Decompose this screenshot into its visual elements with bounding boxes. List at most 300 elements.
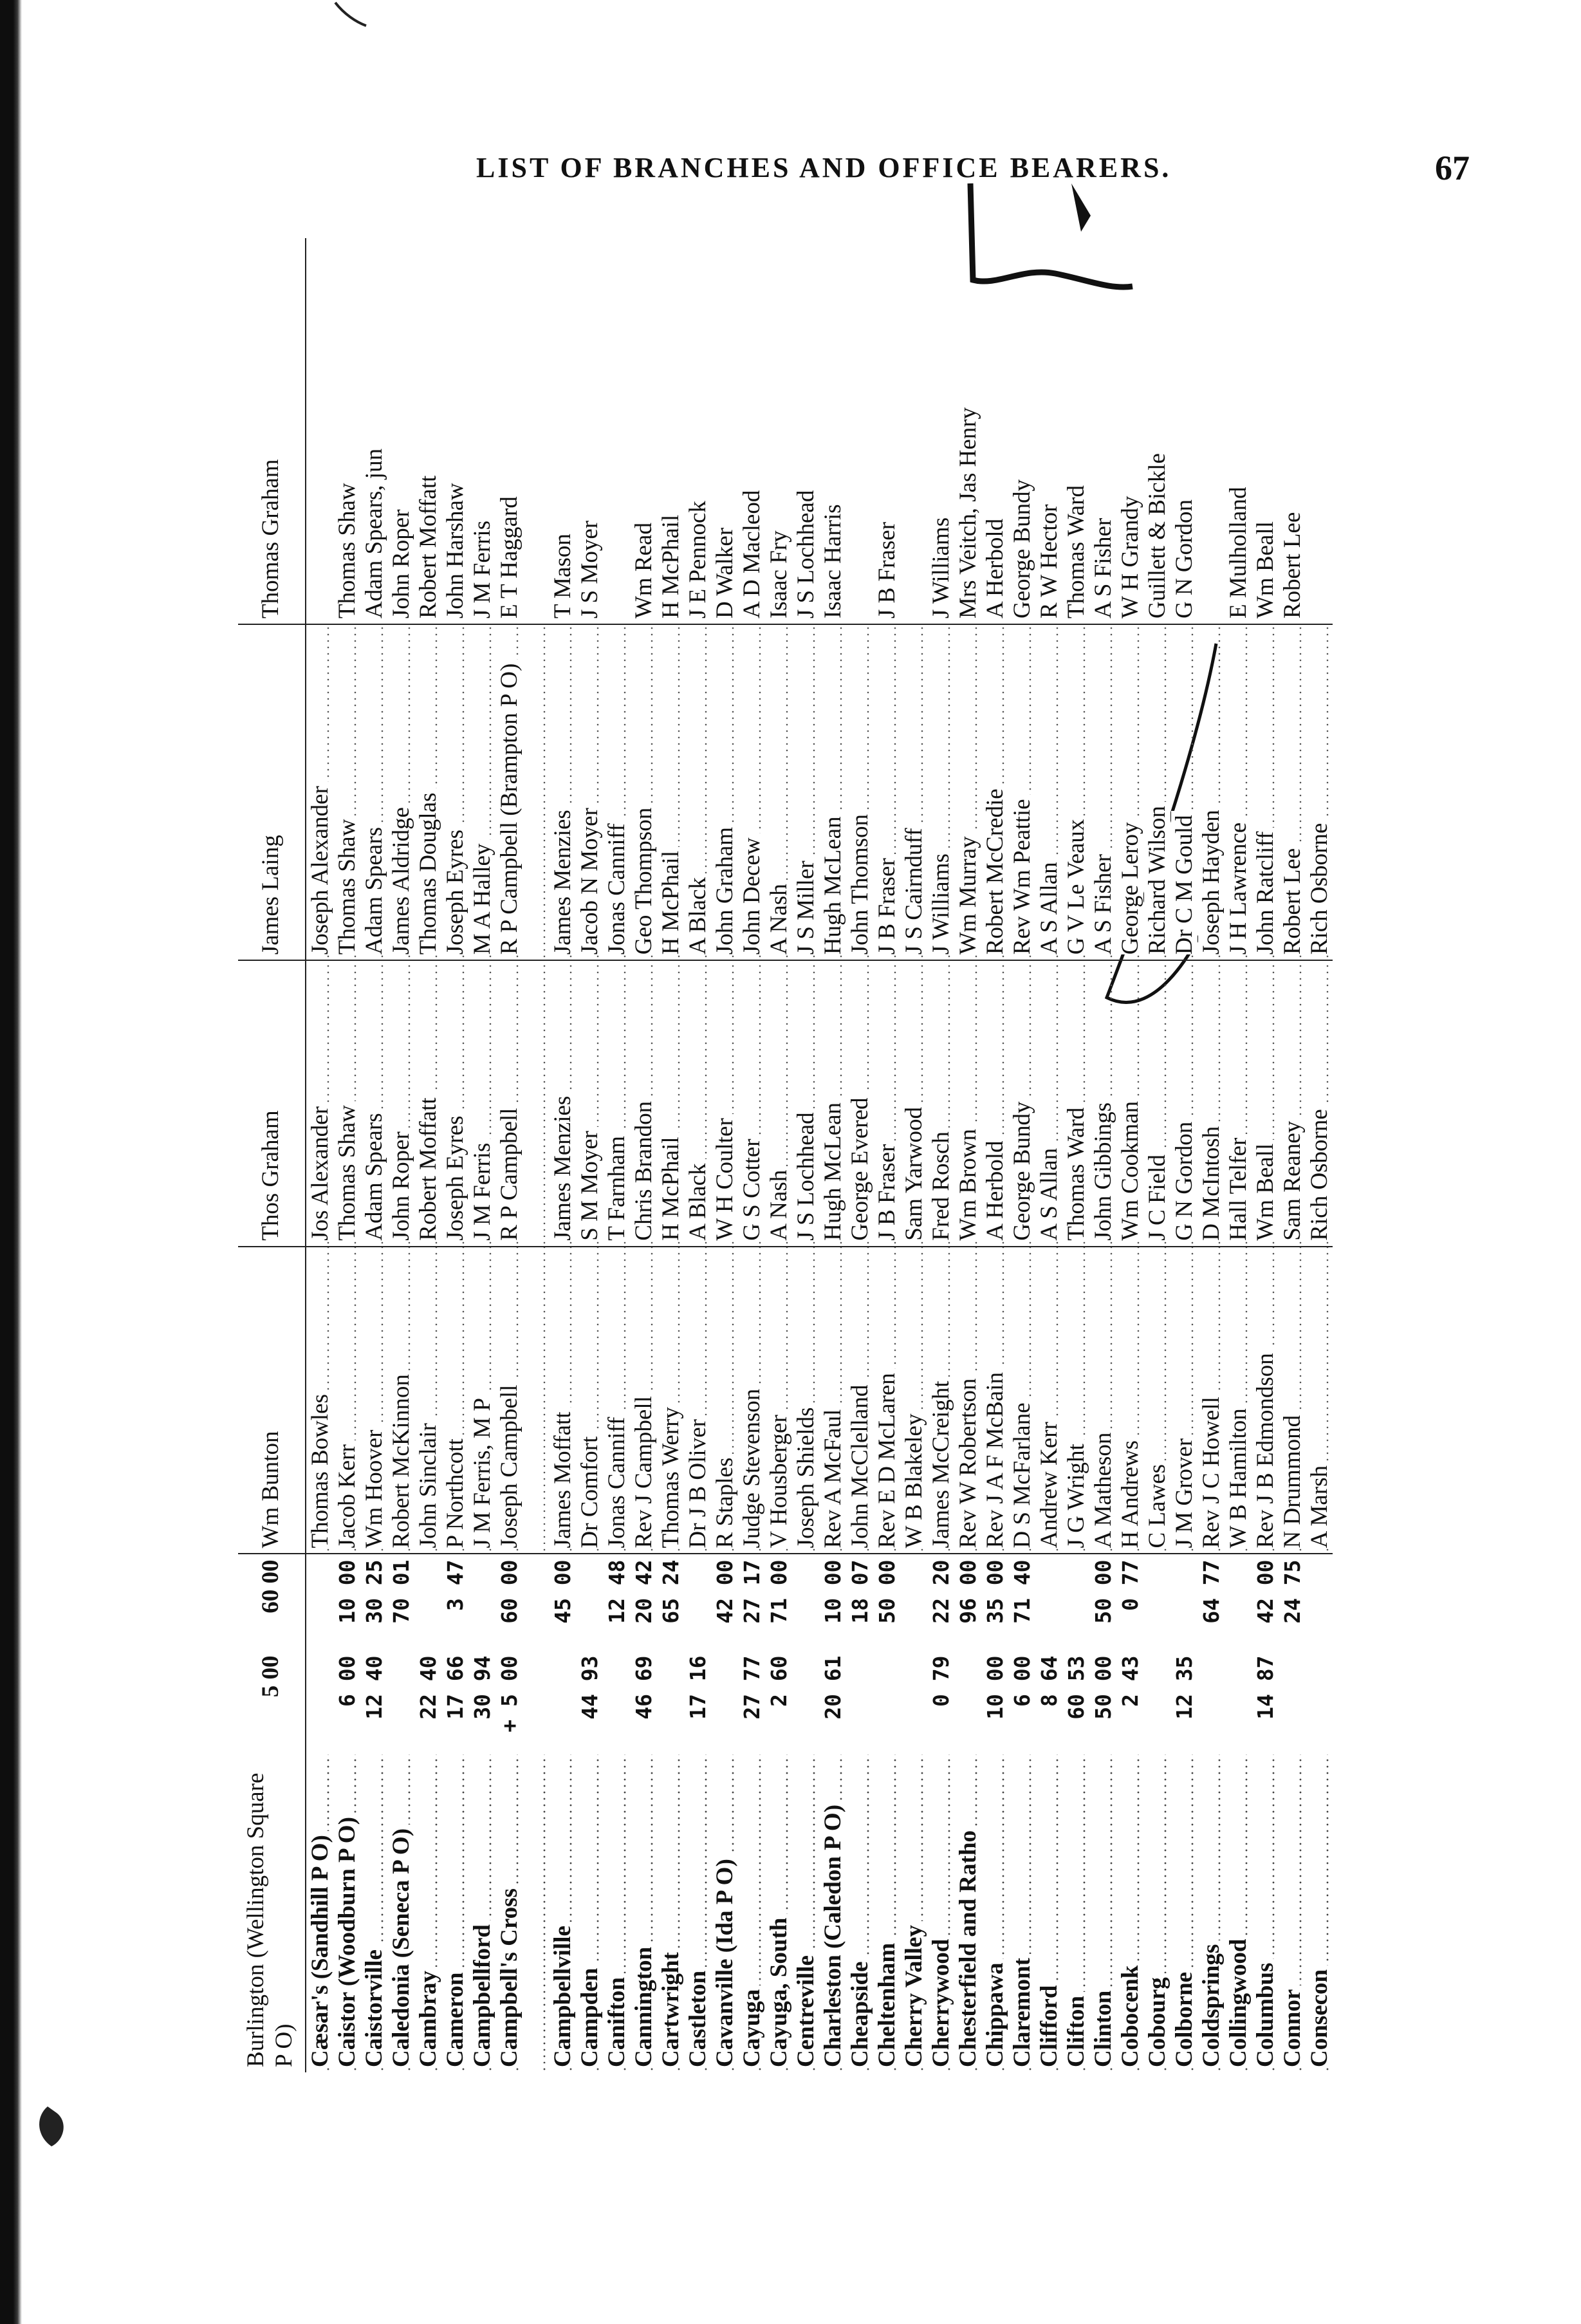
vice-president-cell (549, 960, 576, 1246)
secretary-cell-text: James Aldridge (388, 803, 414, 954)
president-cell (873, 1247, 900, 1554)
amount-cell-text: 22 20 (928, 1559, 954, 1624)
branch-name (1035, 1754, 1062, 2072)
table-row (1306, 238, 1333, 2072)
treasurer-cell-text: J S Lochhead (792, 490, 819, 619)
secretary-cell-text: George Leroy (1117, 818, 1143, 954)
table-row (1170, 238, 1197, 2072)
president-cell-text: J M Ferris, M P (469, 1394, 495, 1548)
amount-header: 60 00 (257, 1559, 284, 1613)
secretary-cell-text: A S Fisher (1090, 850, 1116, 954)
vice-president-cell (900, 960, 927, 1246)
treasurer-cell (495, 238, 522, 624)
treasurer-cell-text: Robert Moffatt (414, 475, 441, 619)
president-cell-text: N Drummond (1279, 1411, 1306, 1548)
vice-president-cell-text: Chris Brandon (631, 1097, 657, 1241)
table-row (1252, 238, 1279, 2072)
vice-president-cell-text: Wm Beall (1252, 1140, 1279, 1241)
treasurer-header: Thomas Graham (238, 238, 306, 624)
secretary-cell (1197, 624, 1225, 960)
vice-president-cell-text: James Menzies (550, 1092, 576, 1241)
treasurer-cell (522, 238, 549, 624)
treasurer-cell (954, 238, 981, 624)
vice-president-cell-text: W H Coulter (712, 1114, 738, 1240)
amount-cell-text: 45 00 (550, 1559, 575, 1624)
secretary-cell (603, 624, 630, 960)
secretary-cell (684, 624, 711, 960)
treasurer-cell (711, 238, 738, 624)
president-cell-text: A Marsh (1306, 1462, 1333, 1548)
table-row (738, 238, 765, 2072)
amount-cell (981, 1650, 1008, 1754)
vice-president-cell-text: George Bundy (1009, 1098, 1035, 1241)
president-header: Wm Bunton (238, 1247, 306, 1554)
treasurer-cell-text: Wm Beall (1252, 521, 1279, 619)
amount-cell (657, 1650, 684, 1754)
table-row (360, 238, 387, 2072)
amount-cell (576, 1554, 603, 1650)
vice-president-cell-text: J M Ferris (469, 1139, 495, 1241)
amount-cell (1170, 1554, 1197, 1650)
secretary-cell (1252, 624, 1279, 960)
amount-cell (792, 1554, 819, 1650)
branch-name (495, 1754, 522, 2072)
treasurer-cell (576, 238, 603, 624)
branch-name (711, 1754, 738, 2072)
secretary-cell-text: A Black (685, 873, 711, 954)
vice-president-cell-text: Sam Yarwood (901, 1103, 927, 1241)
secretary-cell-text: J H Lawrence (1225, 819, 1252, 954)
president-cell (954, 1247, 981, 1554)
table-row (900, 238, 927, 2072)
president-cell (1225, 1247, 1252, 1554)
branch-name-text: Columbus (1252, 1959, 1279, 2067)
secretary-cell (927, 624, 954, 960)
treasurer-cell (873, 238, 900, 624)
amount-cell (333, 1650, 360, 1754)
branch-name (900, 1754, 927, 2072)
amount-cell (630, 1554, 657, 1650)
secretary-cell (1008, 624, 1035, 960)
secretary-cell-text: James Menzies (550, 806, 576, 954)
treasurer-cell (1170, 238, 1197, 624)
secretary-cell-text: Robert McCredie (982, 785, 1008, 954)
branch-name (1089, 1754, 1116, 2072)
branch-name (441, 1754, 468, 2072)
treasurer-cell (1225, 238, 1252, 624)
amount-cell-text: 6 00 (1009, 1655, 1035, 1707)
secretary-cell (765, 624, 792, 960)
amount-cell-text: 50 00 (1090, 1559, 1116, 1624)
secretary-cell-text: J S Miller (793, 857, 819, 954)
president-cell-text: Rev J A F McBain (982, 1368, 1008, 1548)
secretary-cell-text: Joseph Eyres (442, 826, 468, 954)
president-cell (1143, 1247, 1170, 1554)
branch-name (738, 1754, 765, 2072)
amount-cell (1035, 1650, 1062, 1754)
president-cell-text: James Moffatt (550, 1408, 576, 1548)
table-row (1225, 238, 1252, 2072)
table-row (1279, 238, 1306, 2072)
row-spacer (522, 238, 549, 2072)
branch-name-text: Collingwood (1225, 1935, 1252, 2067)
amount-cell (360, 1554, 387, 1650)
treasurer-cell (738, 238, 765, 624)
branches-table (238, 238, 1333, 2072)
amount-cell-text: 96 00 (955, 1559, 981, 1624)
amount-cell-text: 30 25 (361, 1559, 387, 1624)
secretary-cell-text: Joseph Alexander (307, 782, 333, 954)
amount-cell (1306, 1650, 1333, 1754)
amount-cell (1062, 1650, 1089, 1754)
secretary-cell (360, 624, 387, 960)
secretary-cell-text: Jonas Canniff (604, 819, 630, 954)
president-cell-text: Dr Comfort (577, 1433, 603, 1548)
treasurer-cell-text: Guillett & Bickle (1143, 453, 1170, 619)
amount-cell-text: 60 53 (1063, 1655, 1089, 1720)
table-row (954, 238, 981, 2072)
president-cell (792, 1247, 819, 1554)
table-row (684, 238, 711, 2072)
president-cell-text: John Sinclair (415, 1419, 441, 1548)
vice-president-cell-text: Thomas Ward (1063, 1104, 1089, 1241)
branch-name (1306, 1754, 1333, 2072)
branches-table-rotated (238, 238, 1576, 2072)
president-cell (900, 1247, 927, 1554)
branch-name (603, 1754, 630, 2072)
secretary-cell-text (522, 951, 549, 954)
vice-president-cell (1225, 960, 1252, 1246)
secretary-cell (1279, 624, 1306, 960)
secretary-cell-text: R P Campbell (Brampton P O) (496, 660, 522, 955)
amount-cell (1116, 1650, 1143, 1754)
president-cell (333, 1247, 360, 1554)
vice-president-cell-text: J S Lochhead (793, 1108, 819, 1240)
president-cell (1306, 1247, 1333, 1554)
amount-cell (738, 1554, 765, 1650)
president-cell-text: John McClelland (847, 1381, 873, 1548)
page-header: LIST OF BRANCHES AND OFFICE BEARERS. (476, 152, 1172, 183)
amount-cell-text: 20 61 (820, 1655, 846, 1720)
branch-name (1116, 1754, 1143, 2072)
treasurer-cell-text: J Williams (927, 517, 954, 619)
amount-cell (738, 1650, 765, 1754)
amount-cell-text: + 5 00 (496, 1655, 522, 1733)
president-cell-text: Robert McKinnon (388, 1370, 414, 1548)
amount-cell-text: 10 00 (334, 1559, 360, 1624)
president-cell-text: Rev W Robertson (955, 1375, 981, 1548)
table-row (1008, 238, 1035, 2072)
amount-cell (873, 1554, 900, 1650)
table-row (1035, 238, 1062, 2072)
branch-name (414, 1754, 441, 2072)
vice-president-cell (1279, 960, 1306, 1246)
branch-name (387, 1754, 414, 2072)
president-cell-text: Rev E D McLaren (874, 1369, 900, 1548)
president-cell (549, 1247, 576, 1554)
branch-name-text: Coldsprings (1198, 1940, 1225, 2067)
amount-cell (549, 1650, 576, 1754)
branch-name-text: Connor (1279, 1985, 1306, 2067)
amount-cell (1279, 1554, 1306, 1650)
secretary-cell (711, 624, 738, 960)
vice-president-cell (630, 960, 657, 1246)
secretary-cell-text: Thomas Shaw (334, 815, 360, 955)
president-cell (576, 1247, 603, 1554)
secretary-cell-text: Geo Thompson (631, 804, 657, 955)
branch-name-text: Campbellville (550, 1922, 576, 2067)
amount-cell (1143, 1554, 1170, 1650)
treasurer-cell-text: John Roper (387, 509, 414, 619)
treasurer-cell-text: T Mason (549, 534, 576, 619)
president-cell (495, 1247, 522, 1554)
amount-cell-text: 44 93 (577, 1655, 602, 1720)
branch-name-text: Claremont (1009, 1954, 1035, 2067)
amount-cell (522, 1650, 549, 1754)
amount-cell (1062, 1554, 1089, 1650)
treasurer-cell-text: John Harshaw (441, 483, 468, 619)
amount-cell (360, 1650, 387, 1754)
vice-president-cell-text: J B Fraser (874, 1140, 900, 1241)
branch-name-text: Clifton (1063, 1992, 1089, 2067)
amount-cell (711, 1554, 738, 1650)
amount-cell-text: 35 00 (982, 1559, 1008, 1624)
president-cell-text: R Staples (712, 1454, 738, 1548)
secretary-cell-text: Jacob N Moyer (577, 804, 603, 954)
secretary-cell (522, 624, 549, 960)
amount-cell (468, 1650, 495, 1754)
president-cell (522, 1247, 549, 1554)
amount-cell (441, 1650, 468, 1754)
treasurer-cell (657, 238, 684, 624)
treasurer-cell (1062, 238, 1089, 624)
amount-cell-text: 42 00 (1252, 1559, 1278, 1624)
treasurer-cell (468, 238, 495, 624)
vice-president-cell-text: Adam Spears (361, 1109, 387, 1240)
amount-cell (1143, 1650, 1170, 1754)
secretary-cell-text: Rev Wm Peattie (1009, 795, 1035, 954)
treasurer-cell-text: G N Gordon (1170, 499, 1197, 619)
branch-name-text: Cherrywood (928, 1935, 954, 2067)
president-cell (1279, 1247, 1306, 1554)
president-cell (657, 1247, 684, 1554)
amount-cell-text: 12 40 (361, 1655, 387, 1720)
amount-cell-text: 27 77 (739, 1655, 764, 1720)
vice-president-cell-text: A S Allan (1036, 1144, 1062, 1241)
secretary-cell (873, 624, 900, 960)
vice-president-cell-text: Robert Moffatt (415, 1093, 441, 1240)
branch-name (360, 1754, 387, 2072)
vice-president-cell (792, 960, 819, 1246)
secretary-cell (468, 624, 495, 960)
vice-president-cell (1252, 960, 1279, 1246)
president-cell (1252, 1247, 1279, 1554)
president-cell-text: V Housberger (766, 1411, 792, 1548)
amount-cell (1197, 1650, 1225, 1754)
president-cell (1008, 1247, 1035, 1554)
amount-cell (495, 1650, 522, 1754)
amount-cell-text: 65 24 (658, 1559, 683, 1624)
treasurer-cell (630, 238, 657, 624)
secretary-cell (306, 624, 333, 960)
treasurer-cell (1197, 238, 1225, 624)
treasurer-cell (360, 238, 387, 624)
branch-name (954, 1754, 981, 2072)
secretary-cell-text: Rich Osborne (1306, 819, 1333, 955)
president-cell-text: Rev A McFaul (820, 1406, 846, 1548)
amount-cell (765, 1554, 792, 1650)
president-cell-text: H Andrews (1117, 1436, 1143, 1548)
vice-president-cell (819, 960, 846, 1246)
treasurer-cell (819, 238, 846, 624)
branch-name (468, 1754, 495, 2072)
branch-name (306, 1754, 333, 2072)
secretary-cell-text: Adam Spears (361, 823, 387, 954)
amount-cell (684, 1650, 711, 1754)
secretary-cell (1035, 624, 1062, 960)
amount-cell (1035, 1554, 1062, 1650)
vice-president-cell-text: J C Field (1144, 1151, 1170, 1241)
president-cell (1197, 1247, 1225, 1554)
treasurer-cell-text: Wm Read (630, 523, 657, 619)
table-row (1089, 238, 1116, 2072)
amount-cell (1008, 1650, 1035, 1754)
treasurer-cell-text: Robert Lee (1279, 512, 1306, 619)
president-cell (441, 1247, 468, 1554)
branch-name (1062, 1754, 1089, 2072)
vice-president-cell (1062, 960, 1089, 1246)
secretary-cell (549, 624, 576, 960)
table-row (711, 238, 738, 2072)
president-cell-text: Judge Stevenson (739, 1385, 765, 1548)
secretary-cell-text: John Decew (739, 833, 765, 954)
branch-name (1008, 1754, 1035, 2072)
president-cell-text: J G Wright (1063, 1440, 1089, 1548)
president-cell-text: C Lawes (1144, 1460, 1170, 1548)
branch-name-text: Cobocenk (1117, 1962, 1143, 2067)
secretary-cell (495, 624, 522, 960)
president-cell (1089, 1247, 1116, 1554)
amount-cell-text: 0 79 (928, 1655, 954, 1707)
table-body (306, 238, 1333, 2072)
table-row (657, 238, 684, 2072)
vice-president-cell-text: G N Gordon (1171, 1118, 1197, 1241)
president-cell-text (522, 1544, 549, 1548)
amount-cell (306, 1650, 333, 1754)
vice-president-cell (981, 960, 1008, 1246)
vice-president-cell (1008, 960, 1035, 1246)
treasurer-cell (549, 238, 576, 624)
president-cell (387, 1247, 414, 1554)
amount-cell (927, 1554, 954, 1650)
scan-ink-mark (28, 2101, 80, 2153)
branch-name-text: Campden (577, 1964, 603, 2067)
vice-president-cell-text: John Gibbings (1090, 1099, 1116, 1241)
vice-president-cell-text: Thomas Shaw (334, 1101, 360, 1241)
treasurer-cell (684, 238, 711, 624)
treasurer-cell-text: Isaac Fry (765, 530, 792, 619)
secretary-cell (333, 624, 360, 960)
secretary-cell (1306, 624, 1333, 960)
branch-name-text: Caledonia (Seneca P O) (388, 1825, 414, 2067)
table-row (387, 238, 414, 2072)
amount-cell-text: 42 00 (712, 1559, 737, 1624)
amount-cell (1306, 1554, 1333, 1650)
table-row (414, 238, 441, 2072)
treasurer-cell (387, 238, 414, 624)
table-row (576, 238, 603, 2072)
president-cell (1170, 1247, 1197, 1554)
treasurer-cell-text: J B Fraser (873, 521, 900, 619)
amount-cell (468, 1554, 495, 1650)
amount-cell (1225, 1650, 1252, 1754)
branch-name (792, 1754, 819, 2072)
amount-cell-text: 50 00 (1090, 1655, 1116, 1720)
president-cell (711, 1247, 738, 1554)
amount-header: 5 00 (257, 1655, 284, 1698)
branch-name-text: Cannington (631, 1943, 657, 2067)
amount-cell-text: 64 77 (1198, 1559, 1224, 1624)
amount-cell (819, 1554, 846, 1650)
secretary-cell-text: J S Cairnduff (901, 824, 927, 955)
secretary-cell (981, 624, 1008, 960)
secretary-cell-text: Robert Lee (1279, 844, 1306, 954)
branch-name (873, 1754, 900, 2072)
vice-president-cell (846, 960, 873, 1246)
treasurer-cell-text: H McPhail (657, 514, 684, 619)
amount-cell (1197, 1554, 1225, 1650)
secretary-cell (738, 624, 765, 960)
branch-name-text: Colborne (1171, 1968, 1197, 2067)
president-cell (765, 1247, 792, 1554)
treasurer-cell-text: George Bundy (1008, 479, 1035, 619)
amount-cell-text: 70 01 (388, 1559, 414, 1624)
amount-cell (603, 1554, 630, 1650)
vice-president-cell (684, 960, 711, 1246)
treasurer-cell (765, 238, 792, 624)
treasurer-cell-text: Isaac Harris (819, 504, 846, 619)
amount-cell-text: 2 60 (766, 1655, 791, 1707)
branch-name-text: Cayuga (739, 1985, 765, 2067)
president-cell (846, 1247, 873, 1554)
branch-name (630, 1754, 657, 2072)
branch-name (1197, 1754, 1225, 2072)
branch-name (1225, 1754, 1252, 2072)
amount-cell (846, 1554, 873, 1650)
president-cell-text: Thomas Werry (658, 1403, 684, 1548)
president-cell-text: James McCreight (928, 1377, 954, 1548)
amount-cell-text: 30 94 (469, 1655, 495, 1720)
branch-name-text: Cheapside (847, 1958, 873, 2067)
vice-president-cell (468, 960, 495, 1246)
treasurer-cell-text: J M Ferris (468, 520, 495, 619)
branch-name-text: Chippawa (982, 1959, 1008, 2067)
secretary-cell-text: Hugh McLean (820, 813, 846, 955)
secretary-cell-text: Wm Murray (955, 832, 981, 954)
president-cell-text: Rev J Campbell (631, 1392, 657, 1548)
branch-name-text: Cartwright (658, 1948, 684, 2067)
amount-cell-text: 71 40 (1009, 1559, 1035, 1624)
table-row (603, 238, 630, 2072)
treasurer-cell (1306, 238, 1333, 624)
treasurer-cell (306, 238, 333, 624)
treasurer-cell (927, 238, 954, 624)
treasurer-cell-text: J S Moyer (576, 520, 603, 619)
secretary-cell (1089, 624, 1116, 960)
vice-president-cell-text: A Black (685, 1159, 711, 1240)
amount-cell-text: 14 87 (1252, 1655, 1278, 1720)
treasurer-cell (414, 238, 441, 624)
